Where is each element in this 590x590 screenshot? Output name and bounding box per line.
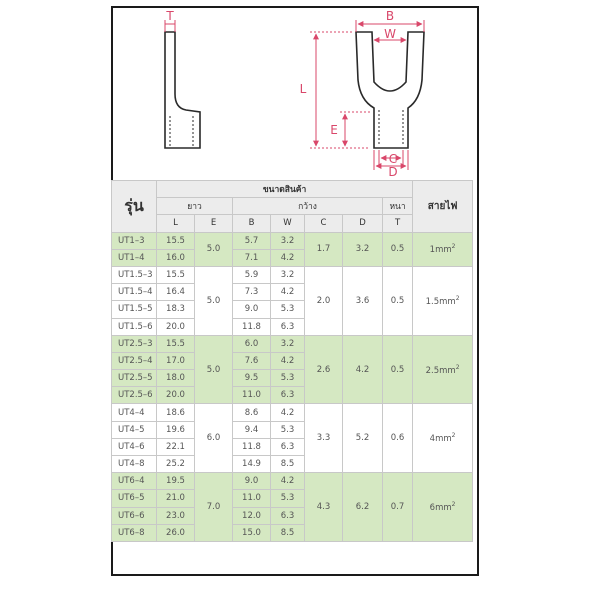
b-cell: 8.6 (233, 404, 271, 421)
w-cell: 6.3 (271, 318, 305, 335)
w-cell: 5.3 (271, 490, 305, 507)
model-cell: UT2.5–4 (112, 352, 157, 369)
model-cell: UT6–4 (112, 473, 157, 490)
wire-size: 1mm (429, 245, 452, 256)
spec-table (111, 180, 473, 542)
l-cell: 26.0 (157, 524, 195, 541)
w-cell: 6.3 (271, 507, 305, 524)
d-cell: 3.6 (343, 266, 383, 335)
w-cell: 5.3 (271, 421, 305, 438)
wire-size-exponent: 2 (451, 243, 456, 251)
e-cell: 7.0 (195, 473, 233, 542)
thick-group-header: หนา (383, 198, 413, 215)
wire-size: 2.5mm (425, 365, 456, 376)
model-cell: UT4–5 (112, 421, 157, 438)
model-cell: UT1–4 (112, 249, 157, 266)
b-cell: 9.4 (233, 421, 271, 438)
b-cell: 14.9 (233, 456, 271, 473)
length-group-header: ยาว (157, 198, 233, 215)
wire-cell (413, 473, 473, 542)
l-cell: 25.2 (157, 456, 195, 473)
w-cell: 6.3 (271, 438, 305, 455)
wire-size-exponent: 2 (451, 432, 456, 440)
l-cell: 15.5 (157, 232, 195, 249)
t-cell: 0.5 (383, 232, 413, 266)
table-row (112, 473, 473, 490)
w-cell: 4.2 (271, 473, 305, 490)
t-label: T (166, 9, 174, 23)
l-cell: 22.1 (157, 438, 195, 455)
wire-cell (413, 266, 473, 335)
l-cell: 18.0 (157, 370, 195, 387)
model-cell: UT4–8 (112, 456, 157, 473)
side-view (165, 32, 200, 148)
model-cell: UT6–6 (112, 507, 157, 524)
wire-cell (413, 404, 473, 473)
l-cell: 23.0 (157, 507, 195, 524)
w-cell: 6.3 (271, 387, 305, 404)
l-cell: 16.4 (157, 284, 195, 301)
l-cell: 16.0 (157, 249, 195, 266)
model-cell: UT4–6 (112, 438, 157, 455)
col-header-e: E (195, 215, 233, 232)
model-cell: UT1.5–5 (112, 301, 157, 318)
b-cell: 9.0 (233, 301, 271, 318)
l-cell: 15.5 (157, 266, 195, 283)
b-cell: 15.0 (233, 524, 271, 541)
w-cell: 5.3 (271, 301, 305, 318)
b-cell: 7.1 (233, 249, 271, 266)
d-cell: 5.2 (343, 404, 383, 473)
b-cell: 6.0 (233, 335, 271, 352)
c-cell: 4.3 (305, 473, 343, 542)
col-header-d: D (343, 215, 383, 232)
b-cell: 11.0 (233, 387, 271, 404)
c-cell: 1.7 (305, 232, 343, 266)
model-cell: UT2.5–3 (112, 335, 157, 352)
model-cell: UT6–5 (112, 490, 157, 507)
d-cell: 3.2 (343, 232, 383, 266)
l-cell: 20.0 (157, 387, 195, 404)
wire-cell (413, 335, 473, 404)
b-cell: 12.0 (233, 507, 271, 524)
model-cell: UT2.5–5 (112, 370, 157, 387)
c-cell: 3.3 (305, 404, 343, 473)
table-row (112, 404, 473, 421)
wire-size: 6mm (429, 502, 452, 513)
t-cell: 0.5 (383, 335, 413, 404)
wire-size: 1.5mm (425, 296, 456, 307)
model-cell: UT1.5–6 (112, 318, 157, 335)
wire-size-exponent: 2 (455, 294, 460, 302)
d-label: D (388, 165, 398, 179)
l-cell: 19.5 (157, 473, 195, 490)
d-cell: 4.2 (343, 335, 383, 404)
terminal-diagram (0, 0, 590, 180)
l-cell: 17.0 (157, 352, 195, 369)
e-cell: 5.0 (195, 232, 233, 266)
c-cell: 2.0 (305, 266, 343, 335)
b-cell: 7.6 (233, 352, 271, 369)
b-label: B (385, 9, 395, 23)
w-cell: 3.2 (271, 232, 305, 249)
col-header-l: L (157, 215, 195, 232)
w-label: W (384, 27, 396, 41)
model-cell: UT1–3 (112, 232, 157, 249)
c-label: C (388, 152, 398, 166)
spec-table-body (112, 232, 473, 541)
size-group-header: ขนาดสินค้า (157, 181, 413, 198)
b-cell: 5.9 (233, 266, 271, 283)
c-cell: 2.6 (305, 335, 343, 404)
b-cell: 9.5 (233, 370, 271, 387)
model-cell: UT2.5–6 (112, 387, 157, 404)
col-header-c: C (305, 215, 343, 232)
col-header-w: W (271, 215, 305, 232)
model-cell: UT1.5–3 (112, 266, 157, 283)
col-header-b: B (233, 215, 271, 232)
wire-header: สายไฟ (413, 181, 473, 233)
e-cell: 5.0 (195, 266, 233, 335)
w-cell: 3.2 (271, 266, 305, 283)
e-cell: 5.0 (195, 335, 233, 404)
d-cell: 6.2 (343, 473, 383, 542)
b-cell: 7.3 (233, 284, 271, 301)
wire-size-exponent: 2 (451, 501, 456, 509)
l-cell: 19.6 (157, 421, 195, 438)
width-group-header: กว้าง (233, 198, 383, 215)
l-cell: 18.3 (157, 301, 195, 318)
l-cell: 21.0 (157, 490, 195, 507)
b-cell: 11.0 (233, 490, 271, 507)
w-cell: 4.2 (271, 352, 305, 369)
b-cell: 9.0 (233, 473, 271, 490)
w-cell: 8.5 (271, 524, 305, 541)
b-cell: 5.7 (233, 232, 271, 249)
col-header-t: T (383, 215, 413, 232)
table-row (112, 335, 473, 352)
l-cell: 18.6 (157, 404, 195, 421)
b-cell: 11.8 (233, 318, 271, 335)
front-view (356, 32, 424, 148)
w-cell: 4.2 (271, 404, 305, 421)
l-label: L (299, 82, 307, 96)
wire-size-exponent: 2 (455, 363, 460, 371)
table-row (112, 266, 473, 283)
b-cell: 11.8 (233, 438, 271, 455)
t-cell: 0.5 (383, 266, 413, 335)
w-cell: 5.3 (271, 370, 305, 387)
l-cell: 20.0 (157, 318, 195, 335)
w-cell: 3.2 (271, 335, 305, 352)
l-cell: 15.5 (157, 335, 195, 352)
w-cell: 8.5 (271, 456, 305, 473)
w-cell: 4.2 (271, 249, 305, 266)
e-cell: 6.0 (195, 404, 233, 473)
e-label: E (330, 123, 338, 137)
model-cell: UT1.5–4 (112, 284, 157, 301)
t-cell: 0.6 (383, 404, 413, 473)
model-cell: UT4–4 (112, 404, 157, 421)
table-row (112, 232, 473, 249)
model-cell: UT6–8 (112, 524, 157, 541)
wire-cell (413, 232, 473, 266)
model-header: รุ่น (112, 181, 157, 233)
t-cell: 0.7 (383, 473, 413, 542)
w-cell: 4.2 (271, 284, 305, 301)
wire-size: 4mm (429, 434, 452, 445)
